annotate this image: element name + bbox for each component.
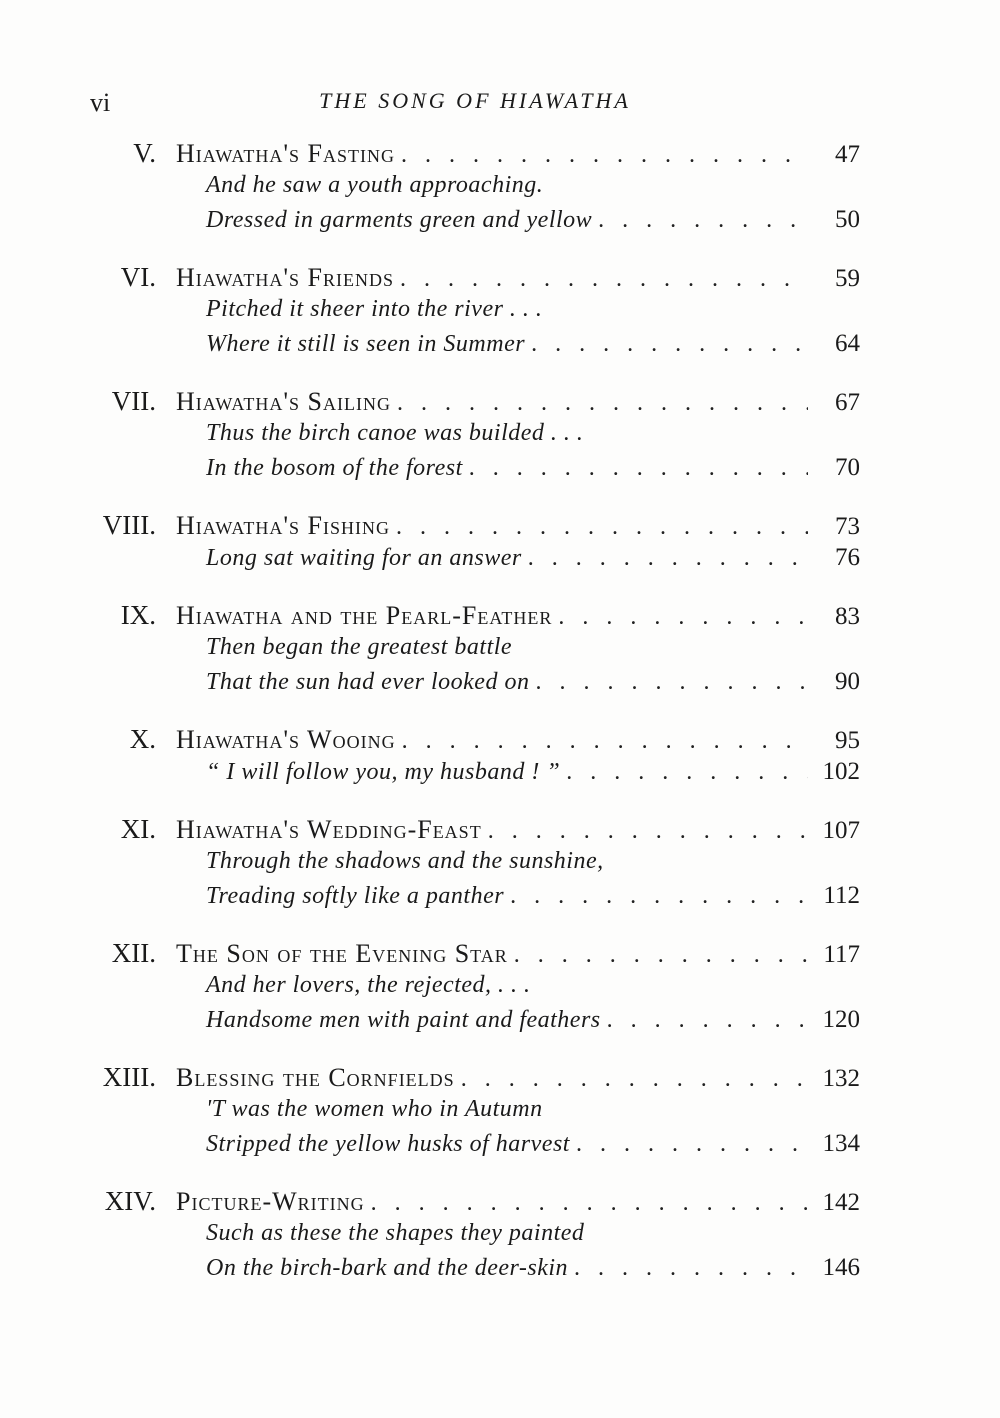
dot-leader: [535, 669, 808, 696]
chapter-numeral: XIV.: [104, 1186, 156, 1216]
toc-chapter: [80, 510, 860, 578]
chapter-heading-row: [80, 1062, 860, 1096]
quote-page-number: 102: [822, 758, 860, 785]
chapter-page-number: 107: [822, 817, 860, 844]
dot-leader: [469, 455, 808, 482]
quote-line-row: [80, 668, 860, 702]
quote-line-row: [80, 1096, 860, 1130]
chapter-numeral: XI.: [120, 814, 156, 844]
quote-line-row: [80, 1130, 860, 1164]
quote-line: 'T was the women who in Autumn: [206, 1096, 543, 1122]
quote-line-row: [80, 296, 860, 330]
dot-leader: [400, 266, 808, 293]
quote-line-row: [80, 206, 860, 240]
chapter-title: Hiawatha's Wooing: [176, 725, 396, 754]
table-of-contents: [80, 138, 860, 1310]
toc-chapter: [80, 724, 860, 792]
dot-leader: [607, 1007, 808, 1034]
chapter-page-number: 59: [835, 265, 860, 292]
dot-leader: [514, 942, 808, 969]
quote-line: And he saw a youth approaching.: [206, 172, 544, 198]
dot-leader: [461, 1066, 808, 1093]
chapter-heading-row: [80, 386, 860, 420]
chapter-heading-row: [80, 262, 860, 296]
chapter-title: The Son of the Evening Star: [176, 939, 508, 968]
page-number: vi: [90, 88, 111, 117]
chapter-title: Hiawatha's Sailing: [176, 387, 391, 416]
dot-leader: [566, 759, 808, 786]
chapter-heading-row: [80, 938, 860, 972]
quote-page-number: 134: [822, 1130, 860, 1157]
quote-line: Dressed in garments green and yellow: [206, 207, 593, 233]
quote-line: In the bosom of the forest: [206, 455, 463, 481]
quote-line-row: [80, 1006, 860, 1040]
dot-leader: [528, 545, 808, 572]
chapter-page-number: 117: [823, 941, 860, 968]
dot-leader: [598, 207, 808, 234]
toc-chapter: [80, 138, 860, 240]
toc-chapter: [80, 1186, 860, 1288]
toc-chapter: [80, 262, 860, 364]
quote-line-row: [80, 544, 860, 578]
quote-page-number: 112: [823, 882, 860, 909]
quote-line: Thus the birch canoe was builded . . .: [206, 420, 584, 446]
quote-page-number: 50: [835, 206, 860, 233]
chapter-page-number: 142: [822, 1189, 860, 1216]
chapter-heading-row: [80, 814, 860, 848]
chapter-title: Picture-Writing: [176, 1187, 365, 1216]
quote-page-number: 64: [835, 330, 860, 357]
chapter-numeral: VIII.: [102, 510, 156, 540]
dot-leader: [402, 728, 808, 755]
chapter-page-number: 132: [822, 1065, 860, 1092]
chapter-title: Blessing the Cornfields: [176, 1063, 455, 1092]
quote-line-row: [80, 330, 860, 364]
chapter-title: Hiawatha's Fishing: [176, 511, 390, 540]
chapter-page-number: 47: [835, 141, 860, 168]
toc-chapter: [80, 600, 860, 702]
chapter-numeral: XIII.: [102, 1062, 156, 1092]
chapter-title: Hiawatha's Friends: [176, 263, 394, 292]
chapter-heading-row: [80, 600, 860, 634]
quote-page-number: 70: [835, 454, 860, 481]
chapter-heading-row: [80, 724, 860, 758]
chapter-page-number: 73: [835, 513, 860, 540]
chapter-page-number: 67: [835, 389, 860, 416]
chapter-numeral: VI.: [120, 262, 156, 292]
dot-leader: [558, 604, 808, 631]
dot-leader: [510, 883, 808, 910]
dot-leader: [396, 514, 808, 541]
quote-line: That the sun had ever looked on: [206, 669, 530, 695]
toc-chapter: [80, 386, 860, 488]
quote-line-row: [80, 882, 860, 916]
toc-chapter: [80, 938, 860, 1040]
quote-line: Pitched it sheer into the river . . .: [206, 296, 543, 322]
quote-page-number: 76: [835, 544, 860, 571]
quote-line: Through the shadows and the sunshine,: [206, 848, 604, 874]
quote-line-row: [80, 454, 860, 488]
quote-line: And her lovers, the rejected, . . .: [206, 972, 531, 998]
chapter-page-number: 83: [835, 603, 860, 630]
quote-line: “ I will follow you, my husband ! ”: [206, 759, 561, 785]
quote-line: Handsome men with paint and feathers: [206, 1007, 601, 1033]
quote-line: Such as these the shapes they painted: [206, 1220, 585, 1246]
quote-line-row: [80, 634, 860, 668]
quote-page-number: 120: [822, 1006, 860, 1033]
dot-leader: [576, 1131, 808, 1158]
quote-line: Treading softly like a panther: [206, 883, 505, 909]
chapter-numeral: V.: [133, 138, 156, 168]
quote-line-row: [80, 972, 860, 1006]
chapter-numeral: VII.: [111, 386, 156, 416]
chapter-heading-row: [80, 1186, 860, 1220]
dot-leader: [488, 818, 808, 845]
quote-line-row: [80, 172, 860, 206]
toc-chapter: [80, 1062, 860, 1164]
chapter-numeral: X.: [129, 724, 156, 754]
quote-line: Long sat waiting for an answer: [206, 545, 522, 571]
chapter-title: Hiawatha and the Pearl-Feather: [176, 601, 553, 630]
quote-page-number: 90: [835, 668, 860, 695]
toc-chapter: [80, 814, 860, 916]
dot-leader: [371, 1190, 808, 1217]
running-title: THE SONG OF HIAWATHA: [319, 88, 631, 113]
dot-leader: [401, 142, 808, 169]
chapter-heading-row: [80, 138, 860, 172]
quote-line: Where it still is seen in Summer: [206, 331, 526, 357]
chapter-title: Hiawatha's Wedding-Feast: [176, 815, 482, 844]
dot-leader: [397, 390, 808, 417]
quote-line: Stripped the yellow husks of harvest: [206, 1131, 570, 1157]
quote-line-row: [80, 1254, 860, 1288]
quote-line: Then began the greatest battle: [206, 634, 513, 660]
quote-line: On the birch-bark and the deer-skin: [206, 1255, 569, 1281]
chapter-title: Hiawatha's Fasting: [176, 139, 395, 168]
chapter-page-number: 95: [835, 727, 860, 754]
quote-line-row: [80, 1220, 860, 1254]
chapter-numeral: IX.: [120, 600, 156, 630]
quote-line-row: [80, 848, 860, 882]
page-header: [90, 88, 860, 128]
chapter-numeral: XII.: [111, 938, 156, 968]
dot-leader: [531, 331, 808, 358]
quote-page-number: 146: [822, 1254, 860, 1281]
quote-line-row: [80, 758, 860, 792]
dot-leader: [574, 1255, 808, 1282]
quote-line-row: [80, 420, 860, 454]
chapter-heading-row: [80, 510, 860, 544]
